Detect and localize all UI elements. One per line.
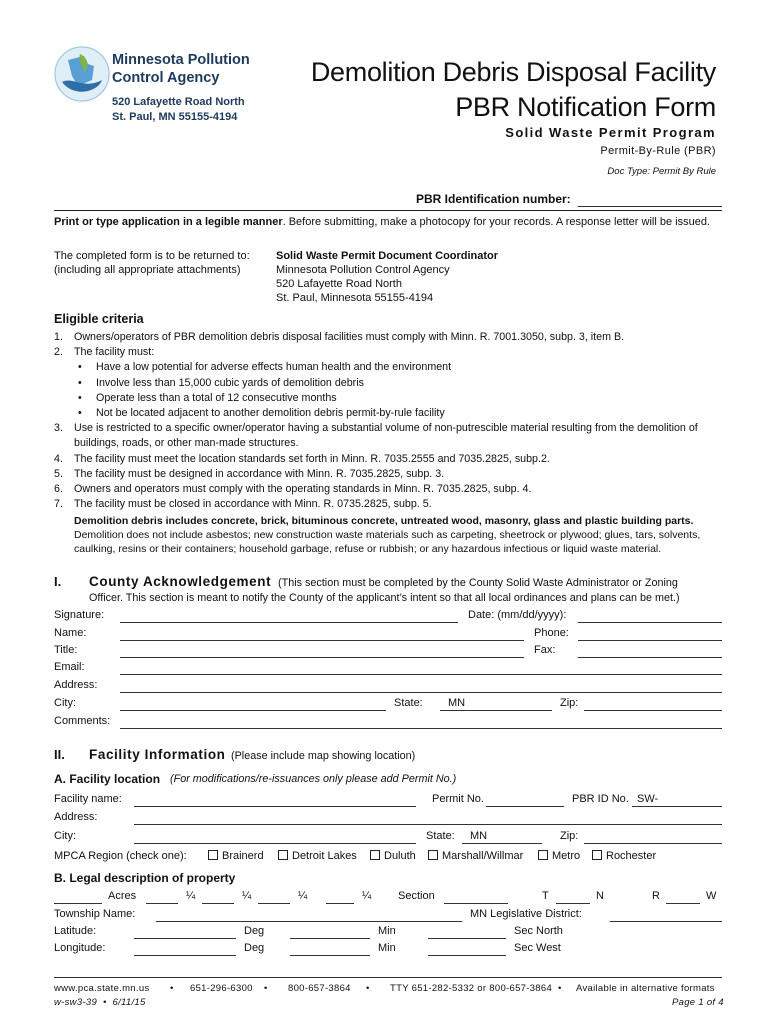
- quarter3-input[interactable]: [258, 903, 290, 904]
- title-input[interactable]: [120, 657, 524, 658]
- bullet-item: • Operate less than a total of 12 consecutive months: [96, 391, 714, 406]
- permit-no-input[interactable]: [486, 806, 564, 807]
- bullet-item: • Not be located adjacent to another demolition debris permit-by-rule facility: [96, 406, 714, 421]
- date-label: Date: (mm/dd/yyyy):: [468, 609, 567, 621]
- facility-state-input[interactable]: [462, 843, 542, 844]
- region-duluth-checkbox[interactable]: Duluth: [370, 850, 416, 862]
- longitude-min-label: Min: [378, 942, 396, 954]
- latitude-deg-label: Deg: [244, 925, 265, 937]
- agency-address-line2: St. Paul, MN 55155-4194: [112, 111, 238, 123]
- facility-zip-input[interactable]: [584, 843, 722, 844]
- quarter2-label: ¼: [242, 890, 252, 902]
- phone-input[interactable]: [578, 640, 722, 641]
- region-brainerd-checkbox[interactable]: Brainerd: [208, 850, 264, 862]
- range-r-label: R: [652, 890, 660, 902]
- return-address-3: St. Paul, Minnesota 55155-4194: [276, 292, 434, 304]
- region-metro-checkbox[interactable]: Metro: [538, 850, 580, 862]
- pbr-id-no-prefix[interactable]: SW-: [637, 793, 659, 805]
- instructions: [54, 215, 722, 229]
- criteria-item: 4. The facility must meet the location standards set forth in Minn. R. 7035.2555 and 7035.2825, subp.2.: [54, 452, 550, 465]
- eligible-heading: Eligible criteria: [54, 312, 144, 326]
- debris-note-line2: Demolition does not include asbestos; new construction waste materials such as carpeting, sheetrock or plywood; glues, tars, solvents,: [74, 529, 701, 541]
- phone-label: Phone:: [534, 627, 569, 639]
- name-label: Name:: [54, 627, 87, 639]
- agency-name-line2: Control Agency: [112, 70, 220, 86]
- section1-title: County Acknowledgement: [89, 574, 272, 589]
- agency-name-line1: Minnesota Pollution: [112, 52, 250, 68]
- date-input[interactable]: [578, 622, 722, 623]
- facility-city-input[interactable]: [134, 843, 416, 844]
- address-label: Address:: [54, 679, 98, 691]
- section2-title: Facility Information: [89, 747, 226, 762]
- doc-type: Doc Type: Permit By Rule: [607, 166, 716, 177]
- longitude-sec-input[interactable]: [428, 955, 506, 956]
- signature-input[interactable]: [120, 622, 458, 623]
- facility-name-input[interactable]: [134, 806, 416, 807]
- section2-numeral: II.: [54, 747, 65, 762]
- latitude-deg-input[interactable]: [134, 938, 236, 939]
- range-r-input[interactable]: [666, 903, 700, 904]
- pbr-id-no-label: PBR ID No.: [572, 793, 629, 805]
- longitude-min-input[interactable]: [290, 955, 370, 956]
- checkbox-icon[interactable]: [278, 850, 288, 860]
- quarter4-label: ¼: [362, 890, 372, 902]
- legislative-district-label: MN Legislative District:: [470, 908, 582, 920]
- mpca-logo: [54, 46, 110, 102]
- city-input[interactable]: [120, 710, 386, 711]
- return-label-line1: The completed form is to be returned to:: [54, 250, 250, 262]
- longitude-sec-west-label: Sec West: [514, 942, 561, 954]
- region-detroit-lakes-checkbox[interactable]: Detroit Lakes: [278, 850, 357, 862]
- legal-description-heading: B. Legal description of property: [54, 871, 236, 885]
- zip-input[interactable]: [584, 710, 722, 711]
- facility-location-note: (For modifications/re-issuances only please add Permit No.): [170, 773, 457, 785]
- checkbox-icon[interactable]: [428, 850, 438, 860]
- program-name: Solid Waste Permit Program: [505, 125, 716, 140]
- township-t-input[interactable]: [556, 903, 590, 904]
- return-recipient: Solid Waste Permit Document Coordinator: [276, 250, 499, 262]
- longitude-label: Longitude:: [54, 942, 106, 954]
- eligible-criteria-list: [54, 330, 714, 512]
- signature-label: Signature:: [54, 609, 105, 621]
- address-input[interactable]: [120, 692, 722, 693]
- header-divider: [54, 210, 722, 211]
- footer-doc-id: w-sw3-39 • 6/11/15: [54, 997, 146, 1008]
- facility-city-label: City:: [54, 830, 76, 842]
- longitude-deg-label: Deg: [244, 942, 265, 954]
- state-input[interactable]: [440, 710, 552, 711]
- quarter4-input[interactable]: [326, 903, 354, 904]
- latitude-sec-input[interactable]: [428, 938, 506, 939]
- fax-input[interactable]: [578, 657, 722, 658]
- township-name-label: Township Name:: [54, 908, 136, 920]
- checkbox-icon[interactable]: [592, 850, 602, 860]
- bullet-item: • Involve less than 15,000 cubic yards of demolition debris: [96, 376, 714, 391]
- longitude-deg-input[interactable]: [134, 955, 236, 956]
- acres-input[interactable]: [54, 903, 102, 904]
- facility-location-heading: A. Facility location: [54, 772, 161, 786]
- footer-divider: [54, 977, 722, 978]
- footer-phone2: 800-657-3864: [288, 983, 351, 994]
- section-input[interactable]: [444, 903, 508, 904]
- return-address-1: Minnesota Pollution Control Agency: [276, 264, 450, 276]
- range-w-label: W: [706, 890, 717, 902]
- debris-note-line3: caulking, resins or their containers; household garbage, refuse or rubbish; or any hazardous infectious or liquid waste material.: [74, 543, 662, 555]
- debris-note-bold: Demolition debris includes concrete, brick, bituminous concrete, untreated wood, masonry, glass and plastic building parts.: [74, 515, 694, 527]
- quarter1-input[interactable]: [146, 903, 178, 904]
- name-input[interactable]: [120, 640, 524, 641]
- footer-website[interactable]: www.pca.state.mn.us: [54, 983, 150, 994]
- latitude-min-label: Min: [378, 925, 396, 937]
- section1-numeral: I.: [54, 574, 62, 589]
- criteria-item: 7. The facility must be closed in accordance with Minn. R. 0735.2825, subp. 5.: [54, 498, 432, 511]
- agency-address-line1: 520 Lafayette Road North: [112, 96, 245, 108]
- township-name-input[interactable]: [156, 921, 462, 922]
- checkbox-icon[interactable]: [538, 850, 548, 860]
- zip-label: Zip:: [560, 697, 579, 709]
- quarter2-input[interactable]: [202, 903, 234, 904]
- instructions-rest: . Before submitting, make a photocopy for your records. A response letter will be issued.: [282, 216, 710, 228]
- permit-no-label: Permit No.: [432, 793, 484, 805]
- city-label: City:: [54, 697, 76, 709]
- email-label: Email:: [54, 661, 85, 673]
- checkbox-icon[interactable]: [370, 850, 380, 860]
- township-t-label: T: [542, 890, 549, 902]
- facility-state-label: State:: [426, 830, 455, 842]
- facility-requirements-list: [96, 360, 714, 421]
- state-value[interactable]: MN: [448, 697, 466, 709]
- checkbox-icon[interactable]: [208, 850, 218, 860]
- latitude-label: Latitude:: [54, 925, 97, 937]
- footer-bullet: •: [264, 983, 268, 994]
- pbr-id-label: PBR Identification number:: [416, 192, 571, 206]
- facility-state-value[interactable]: MN: [470, 830, 488, 842]
- footer-phone1: 651-296-6300: [190, 983, 253, 994]
- criteria-item: 5. The facility must be designed in accordance with Minn. R. 7035.2825, subp. 3.: [54, 467, 445, 480]
- email-input[interactable]: [120, 674, 722, 675]
- section1-note2: Officer. This section is meant to notify the County of the applicant’s intent so that all local ordinances and plans can be met.): [89, 592, 680, 604]
- pbr-id-no-input[interactable]: [632, 806, 722, 807]
- facility-zip-label: Zip:: [560, 830, 579, 842]
- acres-label: Acres: [108, 890, 137, 902]
- region-marshall-willmar-checkbox[interactable]: Marshall/Willmar: [428, 850, 523, 862]
- quarter3-label: ¼: [298, 890, 308, 902]
- facility-name-label: Facility name:: [54, 793, 122, 805]
- quarter1-label: ¼: [186, 890, 196, 902]
- footer-alt-formats: Available in alternative formats: [576, 983, 715, 994]
- section2-note: (Please include map showing location): [231, 750, 416, 762]
- title-label: Title:: [54, 644, 78, 656]
- permit-type: Permit-By-Rule (PBR): [600, 145, 716, 157]
- latitude-min-input[interactable]: [290, 938, 370, 939]
- facility-address-input[interactable]: [134, 824, 722, 825]
- return-address-2: 520 Lafayette Road North: [276, 278, 402, 290]
- mpca-region-label: MPCA Region (check one):: [54, 850, 187, 862]
- fax-label: Fax:: [534, 644, 556, 656]
- footer-bullet: •: [366, 983, 370, 994]
- footer-bullet: •: [558, 983, 562, 994]
- state-label: State:: [394, 697, 423, 709]
- criteria-item: 3. Use is restricted to a specific owner/operator having a substantial volume of non-putrescible material resulting from the demolition of buildings, roads, or other man-made structures.: [54, 422, 698, 450]
- comments-label: Comments:: [54, 715, 111, 727]
- criteria-item: 1. Owners/operators of PBR demolition debris disposal facilities must comply with Minn. R. 7001.3050, subp. 3, item B.: [54, 331, 625, 343]
- footer-page-number: Page 1 of 4: [672, 997, 724, 1008]
- instructions-bold: Print or type application in a legible manner: [54, 216, 283, 228]
- comments-input[interactable]: [120, 728, 722, 729]
- section-label: Section: [398, 890, 435, 902]
- latitude-sec-north-label: Sec North: [514, 925, 563, 937]
- footer-bullet: •: [170, 983, 174, 994]
- region-rochester-checkbox[interactable]: Rochester: [592, 850, 656, 862]
- criteria-item: 2. The facility must: • Have a low potential for adverse effects human health and the environment • Involve less than 15,000 cubic yards of demolition debris • Operate less than a total of 12 consecutive months • Not be located adjacent to another demolition debris permit-by-rule facility: [74, 345, 714, 421]
- legislative-district-input[interactable]: [610, 921, 722, 922]
- return-label-line2: (including all appropriate attachments): [54, 264, 241, 276]
- township-n-label: N: [596, 890, 604, 902]
- footer-tty: TTY 651-282-5332 or 800-657-3864: [390, 983, 553, 994]
- pbr-id-input[interactable]: [578, 206, 722, 207]
- criteria-item: 6. Owners and operators must comply with the operating standards in Minn. R. 7035.2825, subp. 4.: [54, 483, 532, 496]
- bullet-item: • Have a low potential for adverse effects human health and the environment: [96, 360, 714, 375]
- form-title-line1: Demolition Debris Disposal Facility: [310, 57, 716, 87]
- section1-note1: (This section must be completed by the County Solid Waste Administrator or Zoning: [278, 577, 678, 589]
- facility-address-label: Address:: [54, 811, 98, 823]
- form-title-line2: PBR Notification Form: [455, 92, 716, 122]
